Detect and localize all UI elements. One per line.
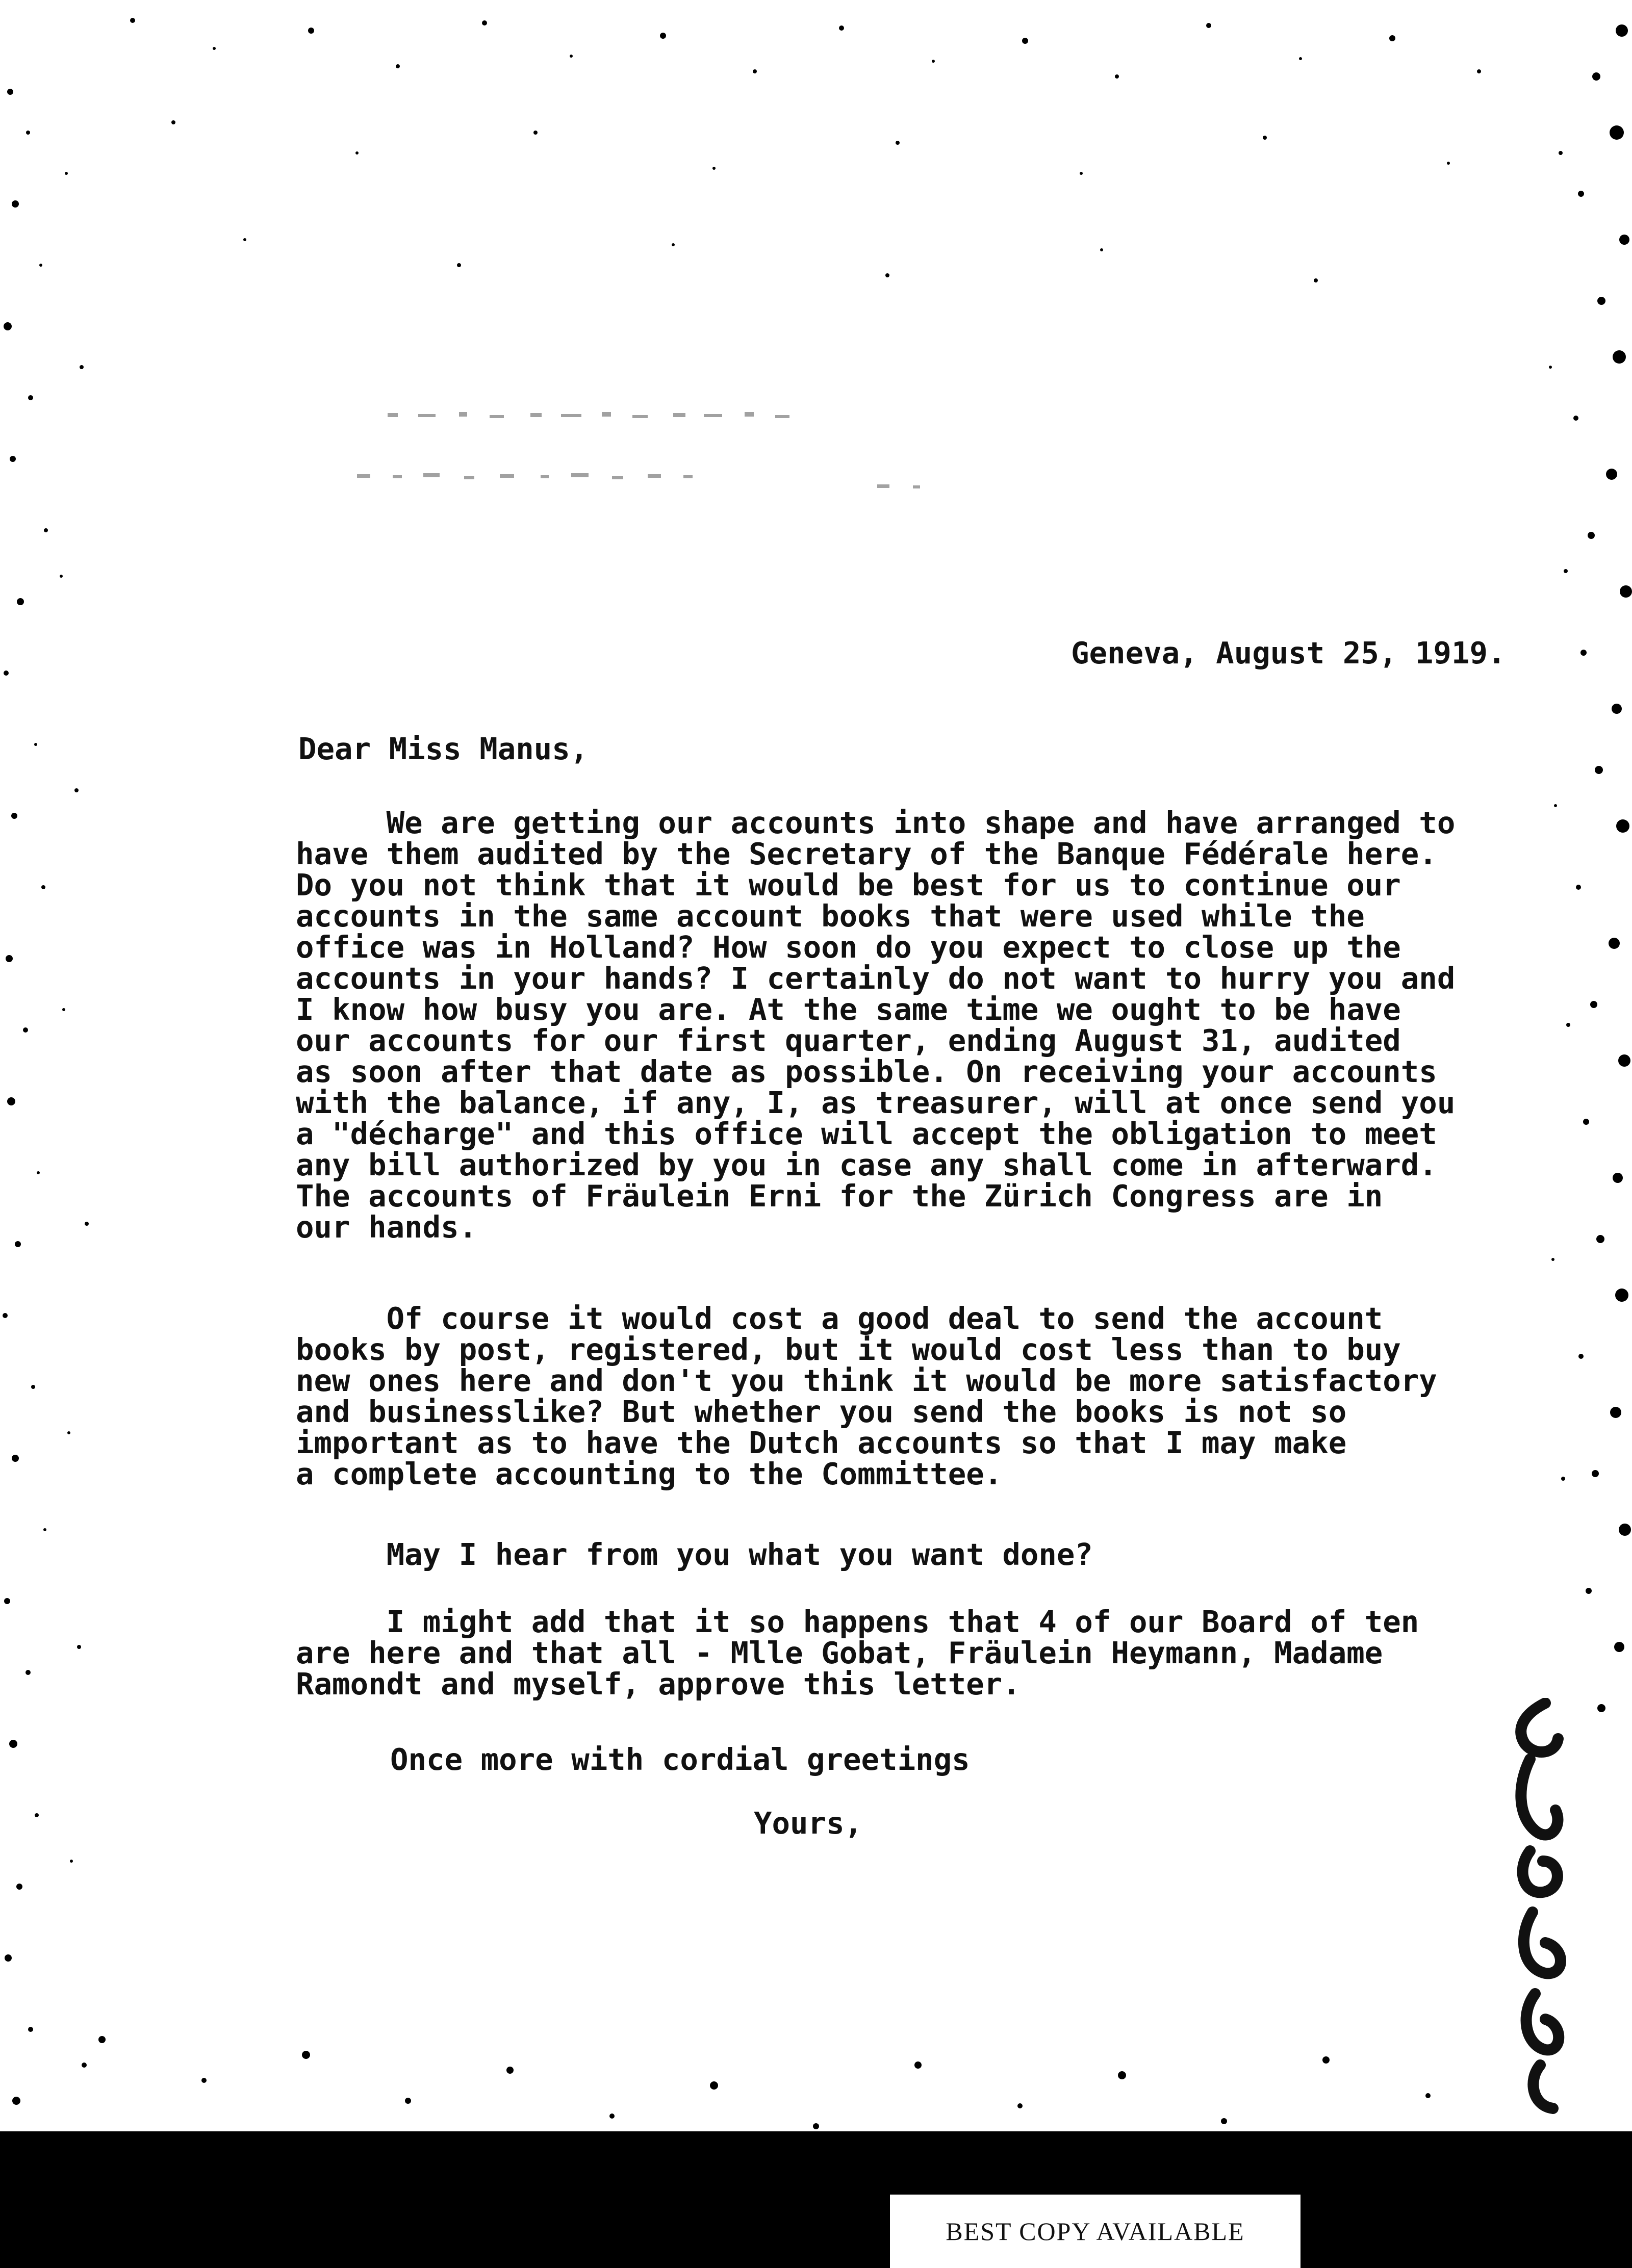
scan-bottom-border xyxy=(0,2152,1632,2268)
salutation: Dear Miss Manus, xyxy=(298,731,589,766)
text-line: important as to have the Dutch accounts so that I may make xyxy=(296,1425,1347,1460)
valediction: Yours, xyxy=(754,1806,863,1841)
text-line: The accounts of Fräulein Erni for the Zürich Congress are in xyxy=(296,1178,1383,1214)
paragraph-3 xyxy=(296,1539,1093,1570)
paragraph-4 xyxy=(296,1604,1419,1702)
best-copy-label: BEST COPY AVAILABLE xyxy=(890,2195,1300,2268)
text-line: as soon after that date as possible. On receiving your accounts xyxy=(296,1054,1437,1089)
text-line: new ones here and don't you think it would be more satisfactory xyxy=(296,1363,1437,1398)
text-line: a complete accounting to the Committee. xyxy=(296,1456,1003,1491)
paragraph-1 xyxy=(296,807,1455,1243)
text-line: with the balance, if any, I, as treasurer, will at once send you xyxy=(296,1085,1456,1120)
text-line: May I hear from you what you want done? xyxy=(296,1537,1093,1572)
text-line: Ramondt and myself, approve this letter. xyxy=(296,1666,1021,1702)
text-line: any bill authorized by you in case any shall come in afterward. xyxy=(296,1147,1437,1182)
text-line: office was in Holland? How soon do you expect to close up the xyxy=(296,930,1401,965)
paragraph-2 xyxy=(296,1303,1437,1489)
text-line: and businesslike? But whether you send the books is not so xyxy=(296,1394,1347,1429)
text-line: Of course it would cost a good deal to send the account xyxy=(296,1301,1383,1336)
text-line: our hands. xyxy=(296,1209,477,1245)
dateline: Geneva, August 25, 1919. xyxy=(1071,635,1506,671)
text-line: I might add that it so happens that 4 of our Board of ten xyxy=(296,1604,1419,1639)
handwritten-signature xyxy=(1469,1698,1591,2121)
text-line: accounts in your hands? I certainly do not want to hurry you and xyxy=(296,961,1456,996)
text-line: I know how busy you are. At the same time we ought to be have xyxy=(296,992,1401,1027)
text-line: We are getting our accounts into shape and have arranged to xyxy=(296,805,1456,840)
text-line: accounts in the same account books that were used while the xyxy=(296,898,1365,934)
text-line: our accounts for our first quarter, ending August 31, audited xyxy=(296,1023,1401,1058)
text-line: are here and that all - Mlle Gobat, Fräulein Heymann, Madame xyxy=(296,1635,1383,1670)
text-line: Do you not think that it would be best for us to continue our xyxy=(296,867,1401,903)
text-line: a "décharge" and this office will accept the obligation to meet xyxy=(296,1116,1437,1151)
text-line: have them audited by the Secretary of the Banque Fédérale here. xyxy=(296,836,1437,871)
closing-line: Once more with cordial greetings xyxy=(390,1742,970,1777)
text-line: books by post, registered, but it would cost less than to buy xyxy=(296,1332,1401,1367)
